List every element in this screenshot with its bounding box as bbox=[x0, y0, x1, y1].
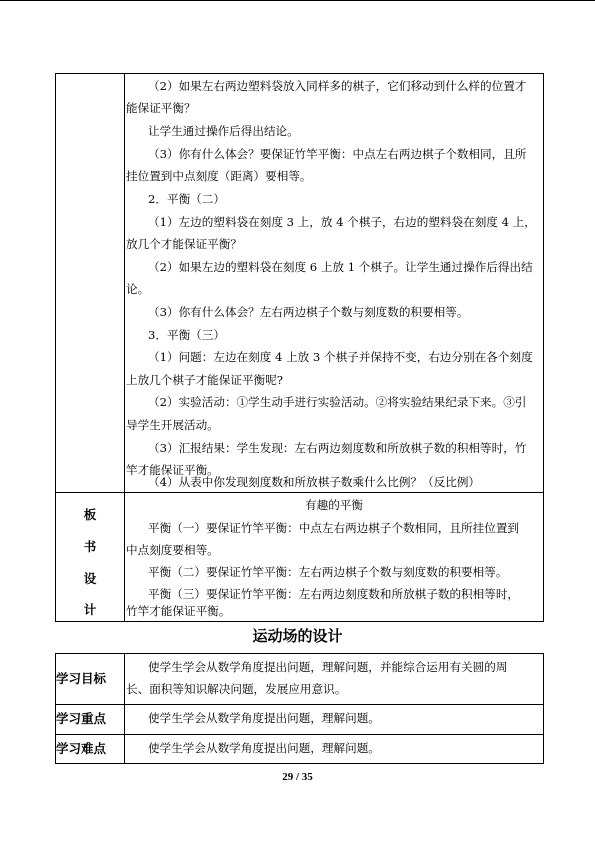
lesson-line: （3）汇报结果：学生发现：左右两边刻度数和所放棋子数的积相等时，竹 bbox=[148, 441, 527, 455]
key-point-label: 学习重点 bbox=[56, 711, 107, 726]
lesson-line: 竿才能保证平衡。 bbox=[126, 463, 219, 477]
lesson-line: （3）你有什么体会？要保证竹竿平衡：中点左右两边棋子个数相同，且所 bbox=[148, 147, 527, 161]
learning-goal-text: 长、面积等知识解决问题，发展应用意识。 bbox=[126, 682, 347, 696]
page-number: 29 / 35 bbox=[282, 771, 313, 783]
lesson-line: （3）你有什么体会？左右两边棋子个数与刻度数的积要相等。 bbox=[148, 305, 469, 319]
lesson-line: （2）如果左右两边塑料袋放入同样多的棋子，它们移动到什么样的位置才 bbox=[148, 79, 527, 93]
lesson-line: （2）如果左边的塑料袋在刻度 6 上放 1 个棋子。让学生通过操作后得出结 bbox=[148, 260, 533, 274]
board-line: 中点刻度要相等。 bbox=[126, 543, 219, 557]
board-heading: 有趣的平衡 bbox=[305, 498, 363, 512]
section-title: 运动场的设计 bbox=[252, 627, 343, 645]
learning-goal-label: 学习目标 bbox=[56, 671, 107, 686]
board-line: 竹竿才能保证平衡。 bbox=[126, 604, 231, 618]
board-label-char: 板 bbox=[83, 507, 97, 522]
board-label-char: 计 bbox=[83, 602, 97, 617]
lesson-line: 导学生开展活动。 bbox=[126, 418, 219, 432]
lesson-heading: 3．平衡（三） bbox=[148, 328, 225, 342]
lesson-line: 能保证平衡？ bbox=[126, 101, 196, 115]
board-line: 平衡（三）要保证竹竿平衡：左右两边刻度数和所放棋子数的积相等时， bbox=[148, 587, 520, 601]
board-line: 平衡（一）要保证竹竿平衡：中点左右两边棋子个数相同，且所挂位置到 bbox=[148, 521, 520, 535]
lesson-line: 让学生通过操作后得出结论。 bbox=[148, 124, 299, 138]
lesson-line: 论。 bbox=[126, 282, 150, 296]
board-label-char: 设 bbox=[83, 571, 97, 586]
lesson-table-row-rule bbox=[55, 492, 544, 493]
objectives-row-rule bbox=[55, 734, 544, 735]
lesson-line: （1）左边的塑料袋在刻度 3 上，放 4 个棋子，右边的塑料袋在刻度 4 上， bbox=[148, 215, 536, 229]
key-point-text: 使学生学会从数学角度提出问题，理解问题。 bbox=[148, 711, 380, 725]
lesson-line: 挂位置到中点刻度（距离）要相等。 bbox=[126, 169, 312, 183]
lesson-line: 上放几个棋子才能保证平衡呢? bbox=[126, 373, 283, 387]
difficulty-text: 使学生学会从数学角度提出问题，理解问题。 bbox=[148, 741, 380, 755]
board-line: 平衡（二）要保证竹竿平衡：左右两边棋子个数与刻度数的积要相等。 bbox=[148, 565, 508, 579]
objectives-table-divider bbox=[124, 653, 125, 764]
lesson-line: （4）从表中你发现刻度数和所放棋子数乘什么比例？（反比例） bbox=[148, 475, 481, 489]
objectives-row-rule bbox=[55, 704, 544, 705]
lesson-line: （2）实验活动：①学生动手进行实验活动。②将实验结果纪录下来。③引 bbox=[148, 395, 527, 409]
board-label-char: 书 bbox=[83, 539, 97, 554]
learning-goal-text: 使学生学会从数学角度提出问题，理解问题，并能综合运用有关圆的周 bbox=[148, 660, 508, 674]
lesson-line: 放几个才能保证平衡？ bbox=[126, 237, 242, 251]
page-top-rule bbox=[0, 0, 595, 1]
lesson-heading: 2．平衡（二） bbox=[148, 192, 225, 206]
lesson-line: （1）问题：左边在刻度 4 上放 3 个棋子并保持不变，右边分别在各个刻度 bbox=[148, 350, 533, 364]
difficulty-label: 学习难点 bbox=[56, 741, 107, 756]
